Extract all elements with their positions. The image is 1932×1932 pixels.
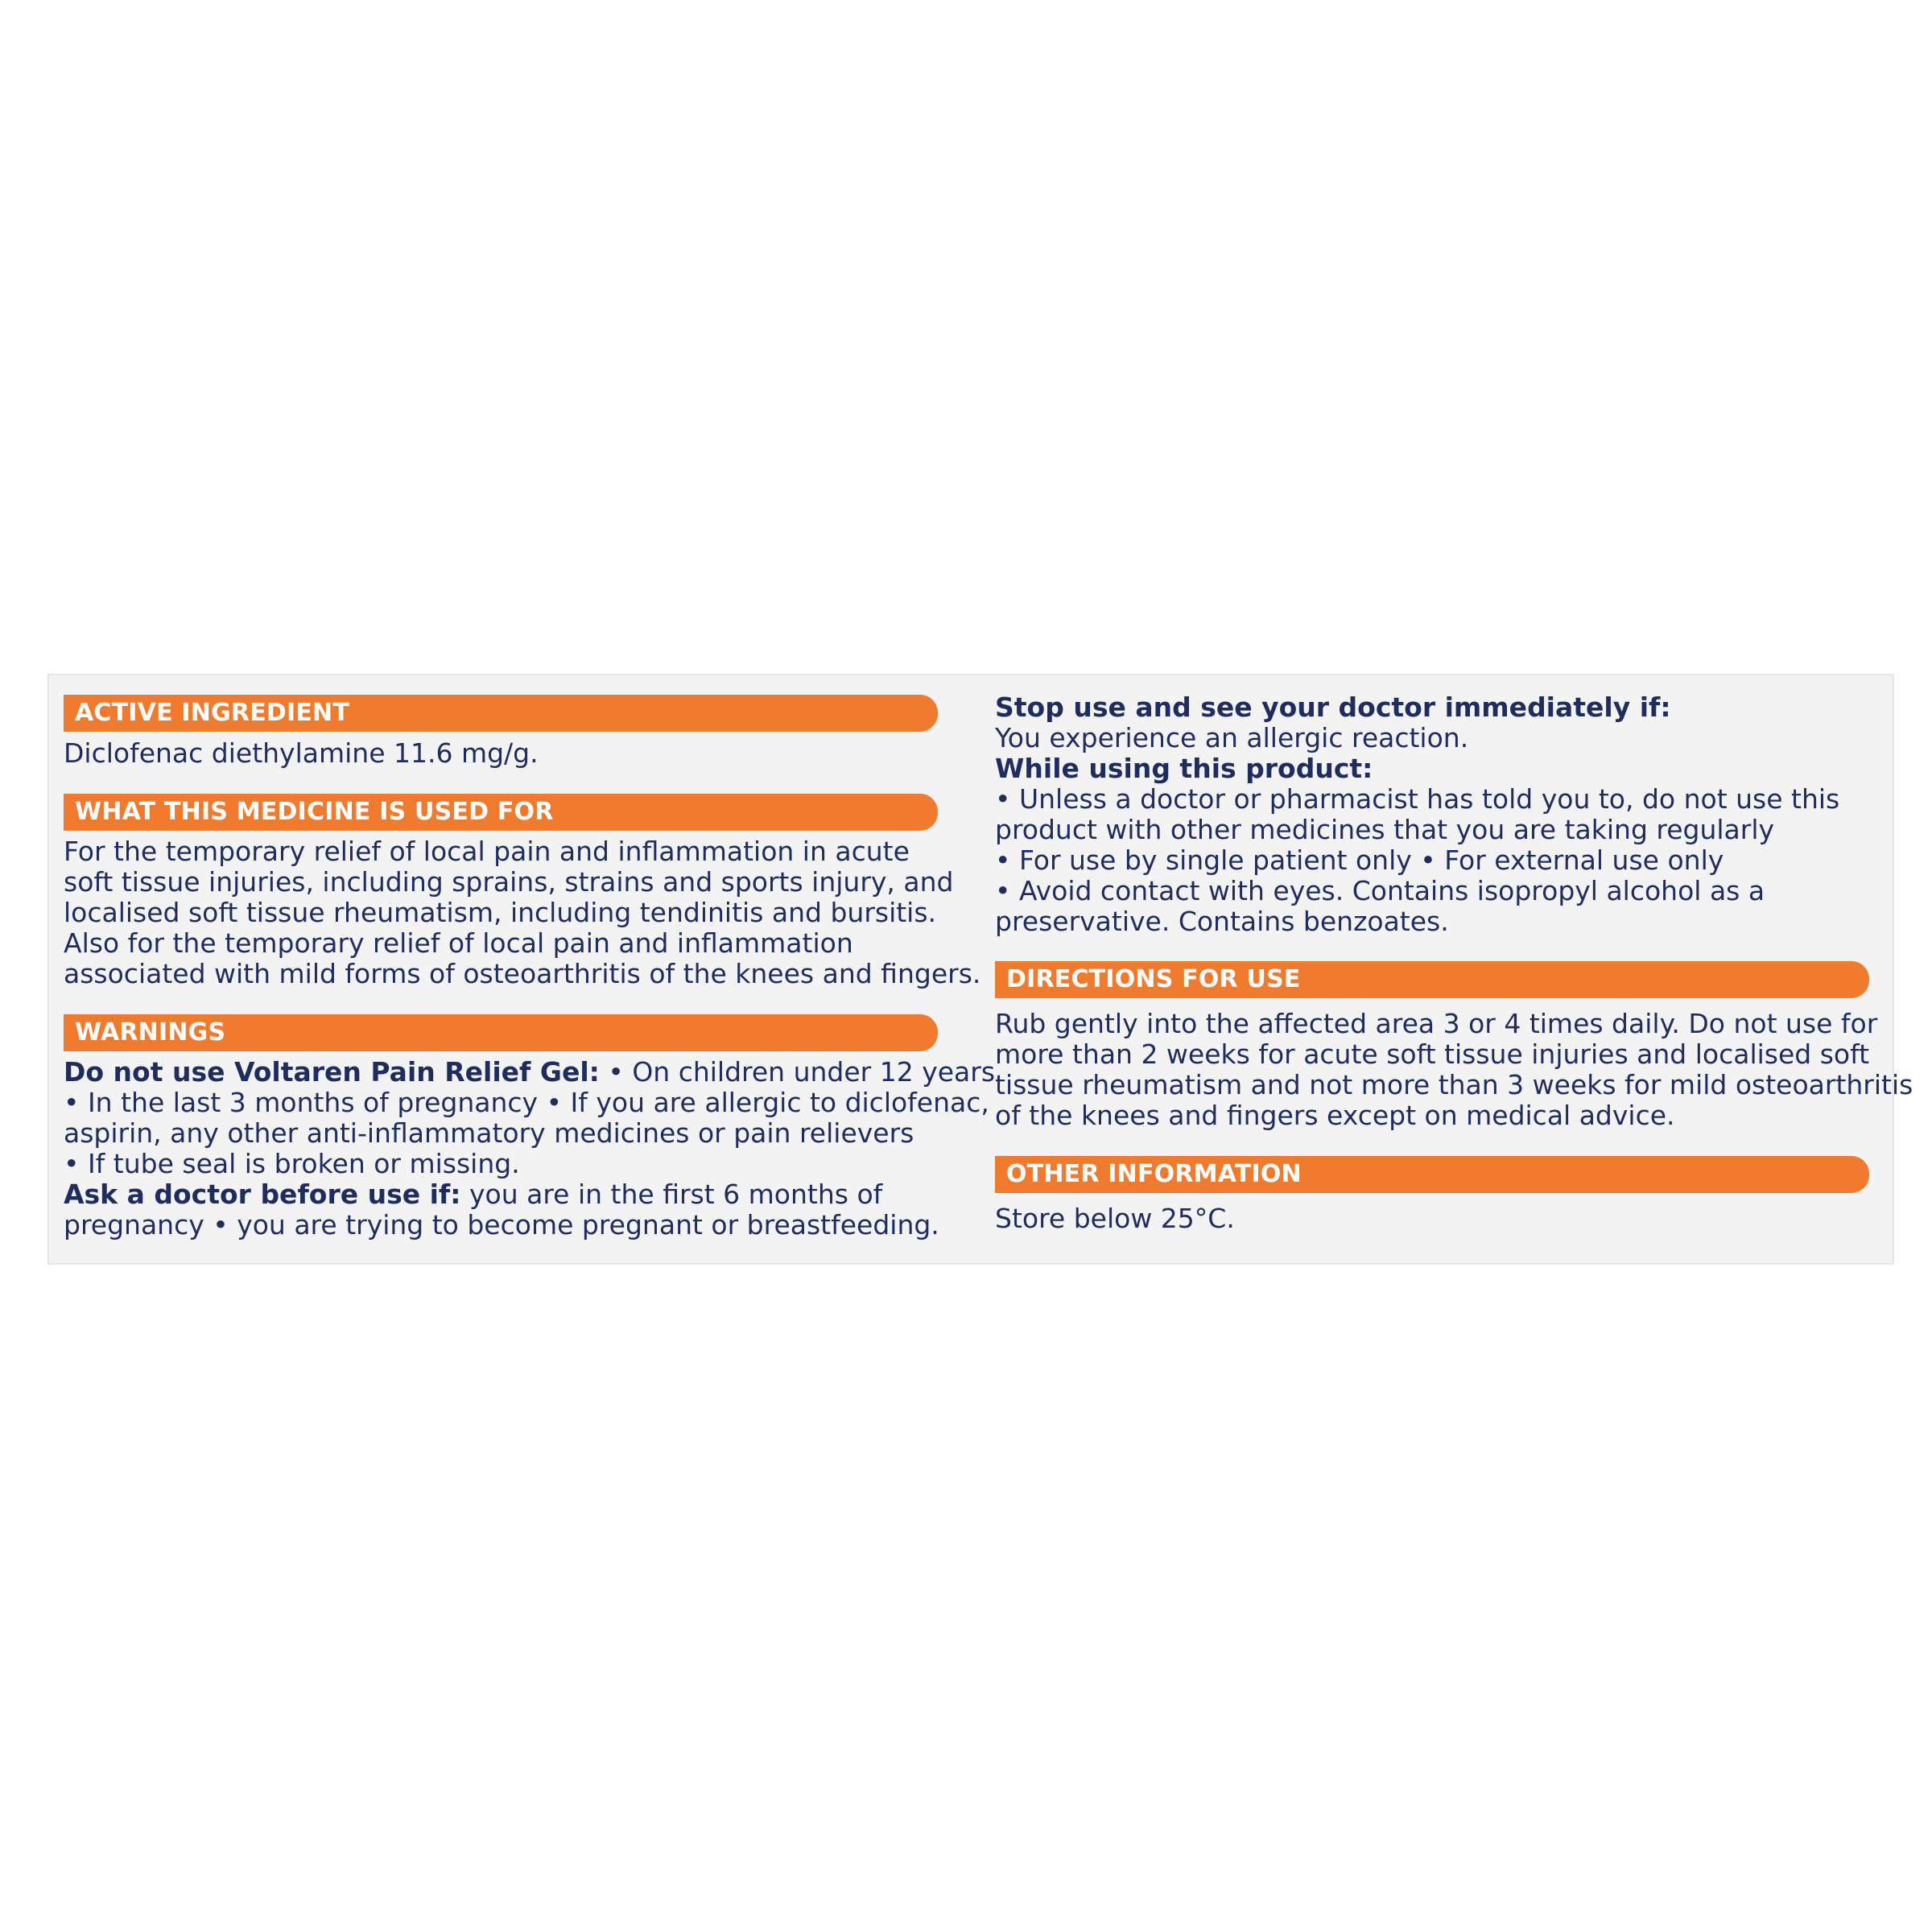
do-not-use-line <box>64 1056 996 1088</box>
directions-line: Rub gently into the affected area 3 or 4 times daily. Do not use for <box>995 1008 1878 1039</box>
uses-line: Also for the temporary relief of local pain and inflammation <box>64 927 853 959</box>
warnings-line: • In the last 3 months of pregnancy • If you are allergic to diclofenac, <box>64 1087 989 1118</box>
uses-heading: WHAT THIS MEDICINE IS USED FOR <box>64 794 938 831</box>
uses-text <box>64 836 981 989</box>
directions-line: tissue rheumatism and not more than 3 weeks for mild osteoarthritis <box>995 1069 1913 1100</box>
other-info-heading: OTHER INFORMATION <box>995 1156 1869 1193</box>
warnings-heading: WARNINGS <box>64 1014 938 1051</box>
warnings-line: aspirin, any other anti-inflammatory medicines or pain relievers <box>64 1117 914 1149</box>
while-using-line: • For use by single patient only • For external use only <box>995 844 1724 876</box>
directions-heading: DIRECTIONS FOR USE <box>995 961 1869 998</box>
while-using-line: product with other medicines that you are taking regularly <box>995 814 1775 845</box>
do-not-use-label: Do not use Voltaren Pain Relief Gel: <box>64 1056 600 1088</box>
while-using-line: • Avoid contact with eyes. Contains isopropyl alcohol as a <box>995 875 1765 906</box>
uses-line: associated with mild forms of osteoarthritis of the knees and fingers. <box>64 958 981 989</box>
ask-doctor-line-2: pregnancy • you are trying to become pregnant or breastfeeding. <box>64 1209 939 1241</box>
ask-doctor-rest: you are in the first 6 months of <box>460 1179 883 1210</box>
do-not-use-rest: • On children under 12 years <box>599 1056 996 1088</box>
while-using-line: preservative. Contains benzoates. <box>995 906 1449 937</box>
stop-use-section <box>995 692 1880 937</box>
ask-doctor-line <box>64 1179 949 1210</box>
while-using-label: While using this product: <box>995 753 1373 784</box>
uses-line: For the temporary relief of local pain and inflammation in acute <box>64 836 910 867</box>
stop-use-text: You experience an allergic reaction. <box>995 722 1469 753</box>
directions-line: more than 2 weeks for acute soft tissue injuries and localised soft <box>995 1038 1870 1070</box>
stop-use-label: Stop use and see your doctor immediately if: <box>995 691 1671 723</box>
active-ingredient-heading: ACTIVE INGREDIENT <box>64 695 938 732</box>
product-info-panel <box>47 674 1913 1265</box>
directions-line: of the knees and fingers except on medical advice. <box>995 1100 1675 1131</box>
active-ingredient-text: Diclofenac diethylamine 11.6 mg/g. <box>64 737 539 769</box>
uses-line: localised soft tissue rheumatism, including tendinitis and bursitis. <box>64 897 937 928</box>
while-using-line: • Unless a doctor or pharmacist has told you to, do not use this <box>995 783 1840 815</box>
other-info-text: Store below 25°C. <box>995 1203 1235 1234</box>
directions-text <box>995 1008 1913 1131</box>
uses-line: soft tissue injuries, including sprains, strains and sports injury, and <box>64 866 954 898</box>
ask-doctor-label: Ask a doctor before use if: <box>64 1179 461 1210</box>
warnings-text <box>64 1056 996 1241</box>
warnings-line: • If tube seal is broken or missing. <box>64 1148 520 1179</box>
